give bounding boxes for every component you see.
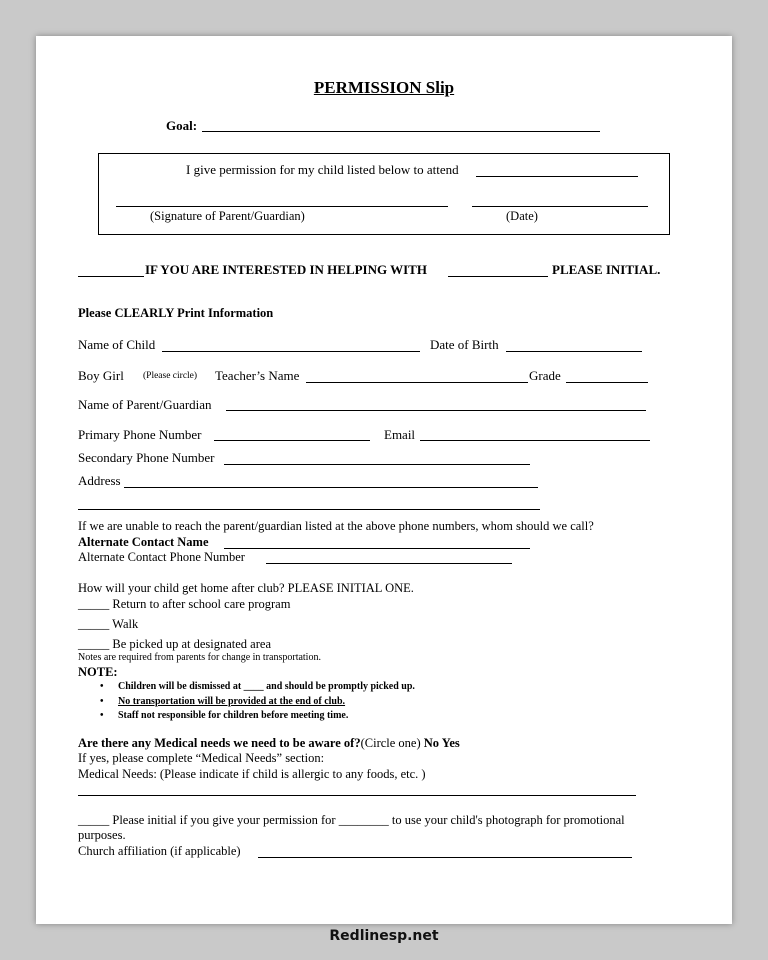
- alternate-question: If we are unable to reach the parent/guardian listed at the above phone numbers, whom should we call?: [78, 519, 594, 533]
- medical-needs-label: Medical Needs: (Please indicate if child is allergic to any foods, etc. ): [78, 767, 426, 781]
- alternate-name-field[interactable]: [224, 548, 530, 549]
- photo-permission-text: _____ Please initial if you give your permission for: [78, 813, 336, 827]
- bullet-icon: •: [100, 710, 104, 721]
- circle-one-note: (Circle one): [360, 736, 421, 750]
- note-staff: Staff not responsible for children before meeting time.: [118, 710, 349, 721]
- dob-field[interactable]: [506, 351, 642, 352]
- goal-label: Goal:: [166, 118, 198, 133]
- bullet-icon: •: [100, 681, 104, 692]
- medical-needs-field[interactable]: [78, 795, 636, 796]
- parent-name-label: Name of Parent/Guardian: [78, 397, 212, 412]
- please-circle-note: (Please circle): [143, 371, 198, 381]
- grade-label: Grade: [529, 368, 561, 383]
- transport-option-aftercare[interactable]: _____ Return to after school care program: [78, 597, 291, 611]
- page-title: PERMISSION Slip: [313, 78, 455, 97]
- date-field[interactable]: [472, 206, 648, 207]
- primary-phone-field[interactable]: [214, 440, 370, 441]
- signature-field[interactable]: [116, 206, 448, 207]
- boy-girl-options[interactable]: Boy Girl: [78, 368, 124, 383]
- photo-org-field[interactable]: ________: [338, 813, 389, 827]
- child-name-label: Name of Child: [78, 337, 156, 352]
- medical-question: Are there any Medical needs we need to be aware of?: [78, 736, 361, 750]
- bullet-icon: •: [100, 696, 104, 707]
- goal-field[interactable]: [202, 131, 600, 132]
- site-watermark: Redlinesp.net: [329, 928, 439, 944]
- secondary-phone-label: Secondary Phone Number: [78, 450, 215, 465]
- alternate-name-label: Alternate Contact Name: [78, 535, 209, 549]
- alternate-phone-field[interactable]: [266, 563, 512, 564]
- event-field[interactable]: [476, 176, 638, 177]
- church-field[interactable]: [258, 857, 632, 858]
- note-dismissal: Children will be dismissed at ____ and should be promptly picked up.: [118, 681, 415, 692]
- permission-text: I give permission for my child listed below to attend: [186, 162, 459, 177]
- address-field-line2[interactable]: [78, 509, 540, 510]
- alternate-phone-label: Alternate Contact Phone Number: [78, 550, 245, 564]
- teacher-name-label: Teacher’s Name: [215, 368, 300, 383]
- transport-option-walk[interactable]: _____ Walk: [78, 617, 139, 631]
- please-initial-text: PLEASE INITIAL.: [552, 262, 661, 277]
- date-label: (Date): [506, 209, 538, 223]
- email-field[interactable]: [420, 440, 650, 441]
- signature-label: (Signature of Parent/Guardian): [150, 209, 305, 223]
- address-label: Address: [78, 473, 121, 488]
- child-name-field[interactable]: [162, 351, 420, 352]
- note-label: NOTE:: [78, 665, 118, 679]
- photo-purposes: purposes.: [78, 828, 126, 842]
- teacher-name-field[interactable]: [306, 382, 528, 383]
- interest-initial-field[interactable]: [78, 276, 144, 277]
- transport-question: How will your child get home after club? PLEASE INITIAL ONE.: [78, 581, 414, 595]
- grade-field[interactable]: [566, 382, 648, 383]
- medical-no-yes[interactable]: No Yes: [423, 736, 460, 750]
- interest-text: IF YOU ARE INTERESTED IN HELPING WITH: [145, 262, 427, 277]
- transport-option-pickup[interactable]: _____ Be picked up at designated area: [78, 637, 271, 651]
- photo-permission-text-2: to use your child's photograph for promotional: [391, 813, 625, 827]
- section-heading: Please CLEARLY Print Information: [78, 306, 274, 320]
- note-transportation: No transportation will be provided at the end of club.: [118, 696, 346, 707]
- dob-label: Date of Birth: [430, 337, 499, 352]
- address-field[interactable]: [124, 487, 538, 488]
- medical-if-yes: If yes, please complete “Medical Needs” section:: [78, 751, 325, 765]
- transport-notes: Notes are required from parents for change in transportation.: [78, 652, 321, 663]
- interest-activity-field[interactable]: [448, 276, 548, 277]
- church-label: Church affiliation (if applicable): [78, 844, 241, 858]
- primary-phone-label: Primary Phone Number: [78, 427, 202, 442]
- email-label: Email: [384, 427, 416, 442]
- parent-name-field[interactable]: [226, 410, 646, 411]
- secondary-phone-field[interactable]: [224, 464, 530, 465]
